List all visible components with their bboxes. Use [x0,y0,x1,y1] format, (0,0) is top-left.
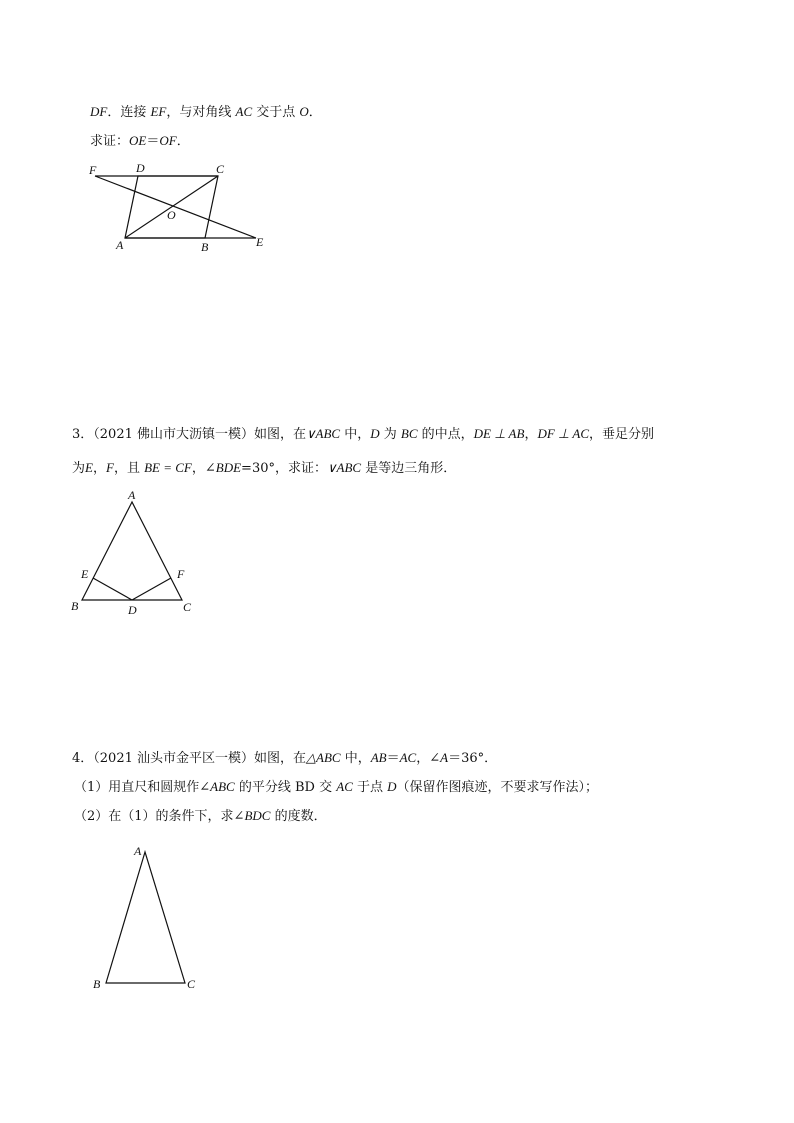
label-b: B [201,240,209,254]
label-a: A [128,488,136,502]
label-a: A [116,238,124,252]
p3-line1: 3．（2021 佛山市大沥镇一模）如图，在∨ABC 中，D 为 BC 的中点，DE ⊥ AB，DF ⊥ AC，垂足分别 [72,426,655,442]
p3-line2: 为E，F，且 BE = CF，∠BDE=30°，求证：∨ABC 是等边三角形． [72,460,457,476]
label-c: C [216,162,225,176]
p2-line1: DF．连接 EF，与对角线 AC 交于点 O． [90,104,322,120]
label-e: E [81,567,89,581]
label-d: D [136,161,145,175]
label-d: D [128,603,137,617]
text-df: DF [90,104,108,119]
p4-line1: 4．（2021 汕头市金平区一模）如图，在△ABC 中，AB＝AC，∠A＝36°． [72,750,498,766]
label-b: B [93,977,101,991]
label-b: B [71,599,79,613]
label-f: F [177,567,185,581]
label-o: O [167,208,176,222]
p4-line3: （2）在（1）的条件下，求∠BDC 的度数． [74,808,327,824]
label-c: C [183,600,192,614]
p2-line2: 求证：OE＝OF． [90,133,190,149]
label-e: E [256,235,264,249]
p4-line2: （1）用直尺和圆规作∠ABC 的平分线 BD 交 AC 于点 D（保留作图痕迹，不要求写作法）； [74,779,599,795]
label-a: A [134,844,142,858]
label-f: F [89,163,97,177]
label-c: C [187,977,196,991]
triangle-abc [106,852,185,983]
